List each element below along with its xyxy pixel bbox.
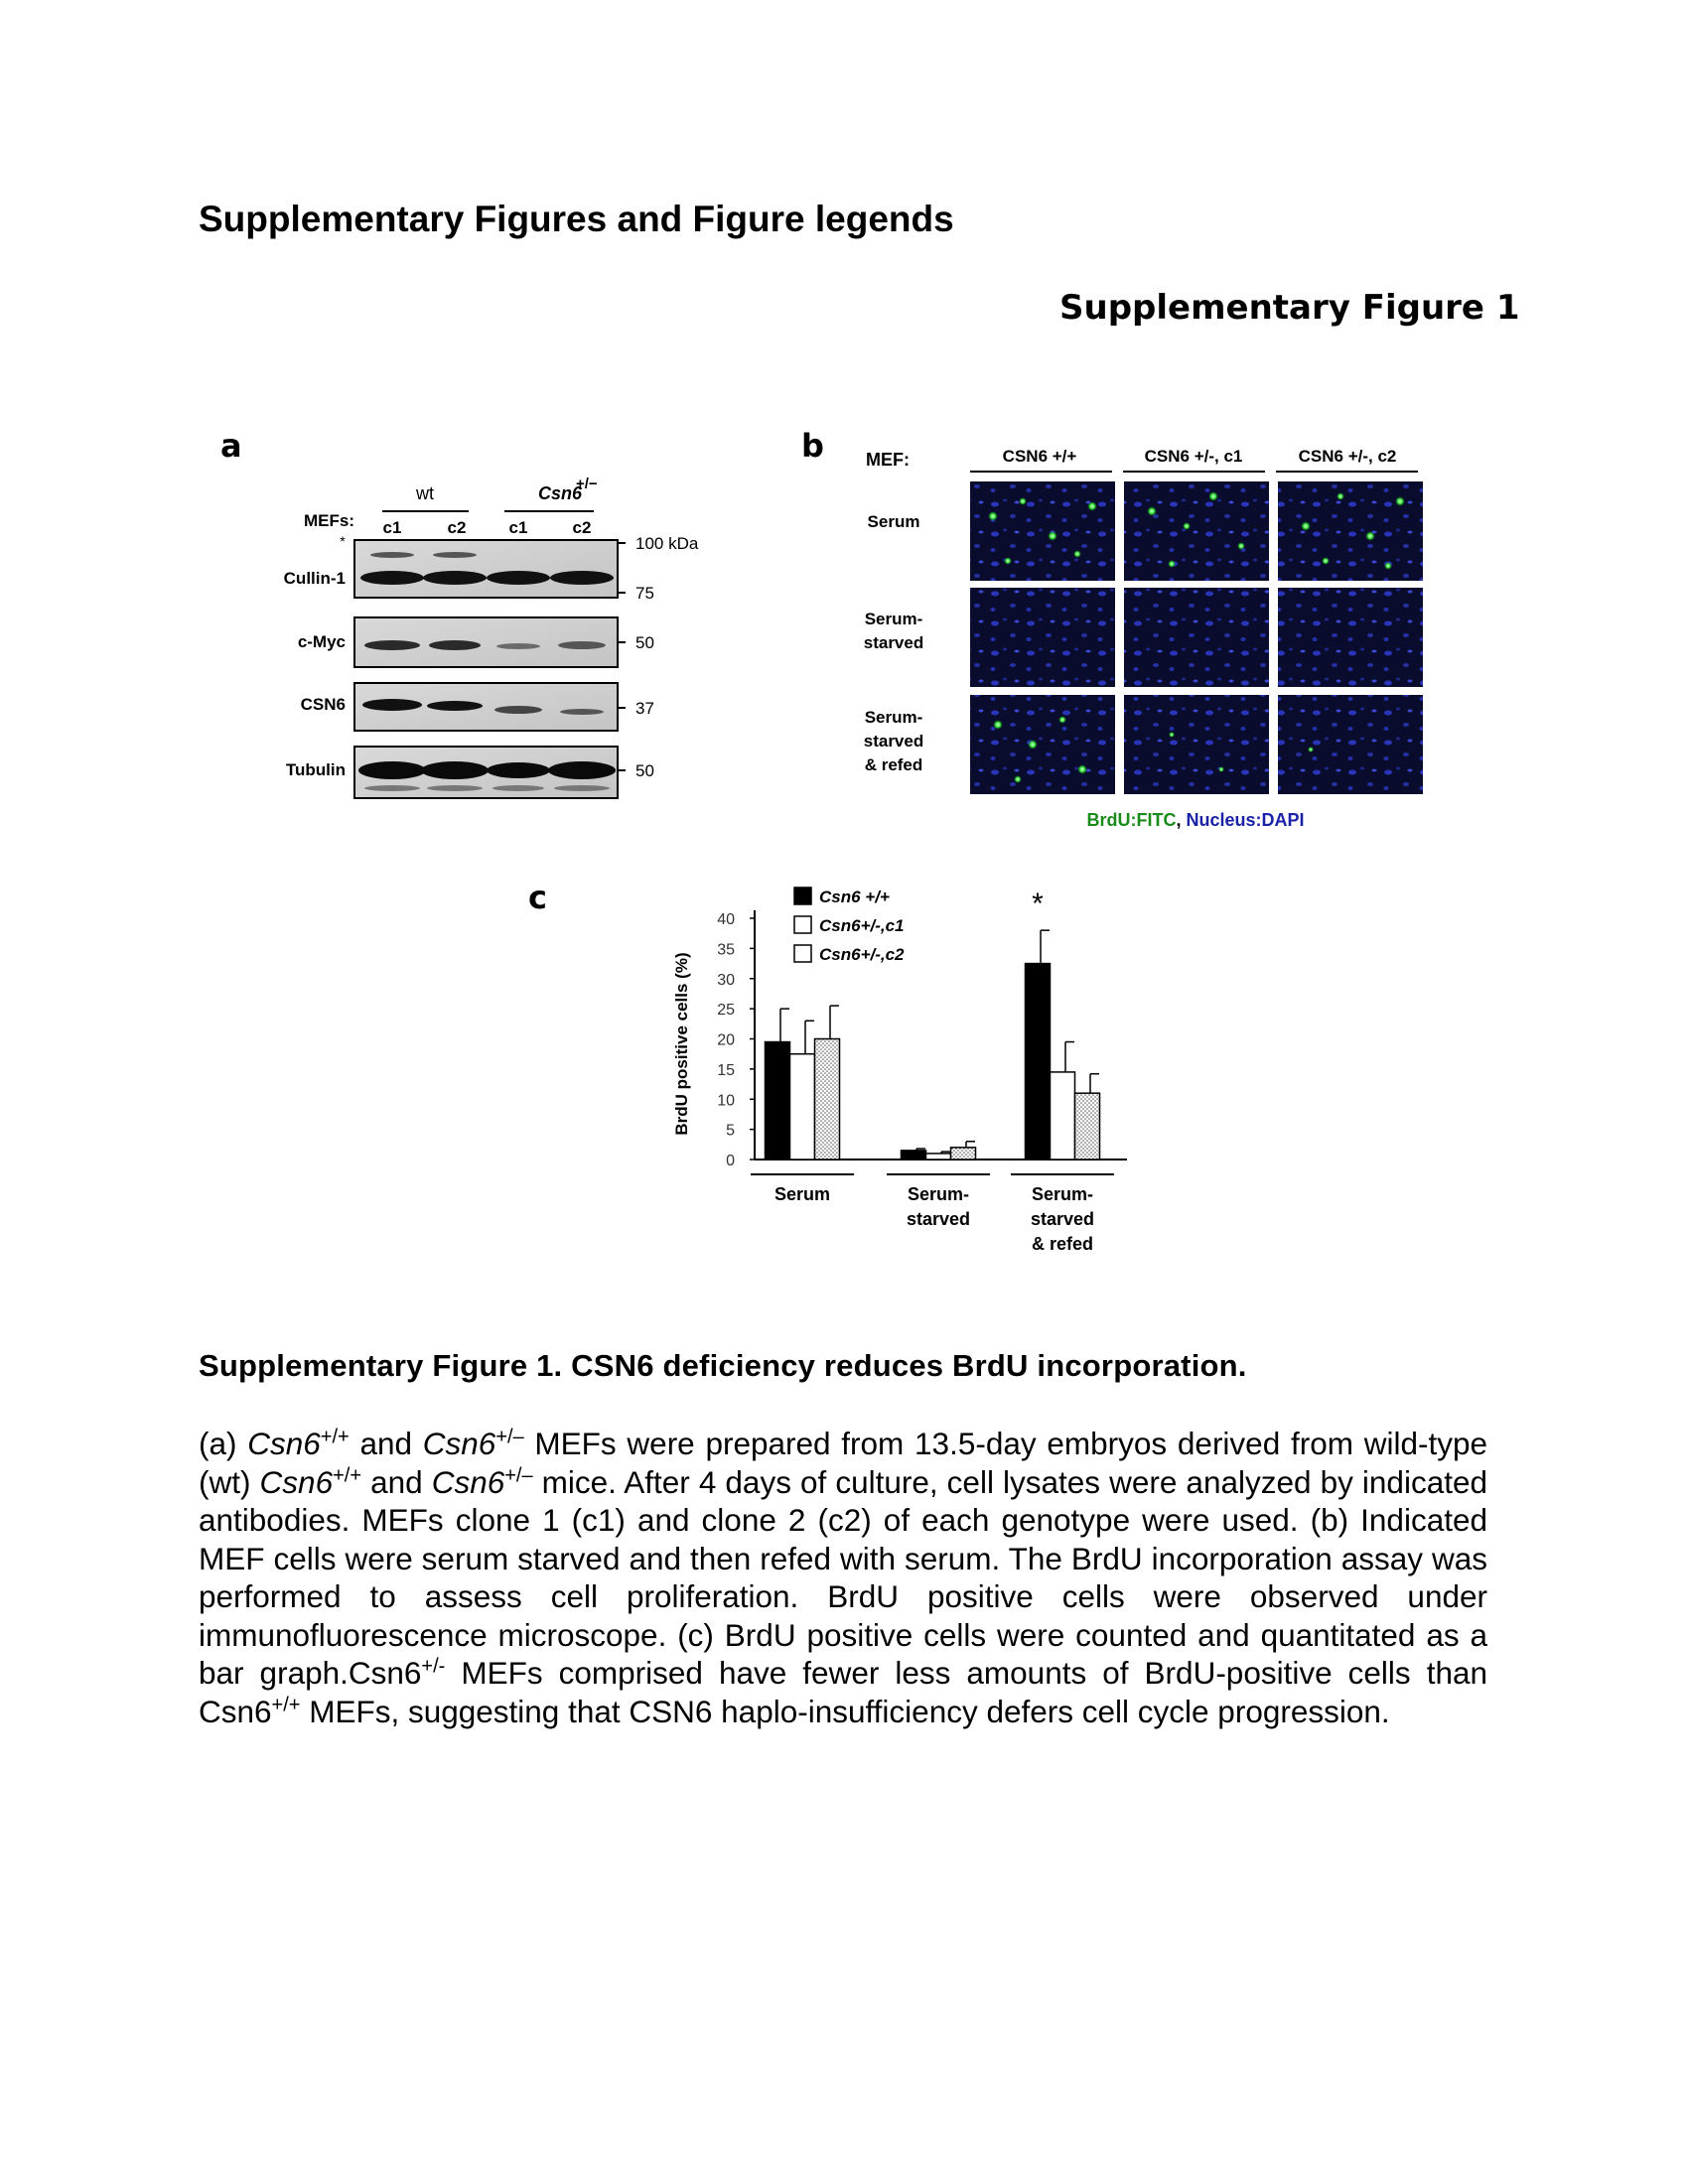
panel-c-letter: c	[528, 879, 547, 916]
legend-entry: Csn6+/-,c1	[819, 916, 905, 935]
lane-label: c2	[447, 518, 467, 537]
row-label: starved	[863, 633, 924, 652]
group-label-csn6: Csn6	[538, 483, 583, 503]
y-tick-label: 0	[726, 1153, 735, 1169]
row-label: Serum	[867, 512, 920, 531]
stain-caption	[1086, 810, 1304, 830]
mw-marker: 50	[635, 761, 654, 780]
blot-label: CSN6	[300, 695, 346, 714]
immunofluorescence-panel	[844, 437, 1440, 834]
bar	[815, 1039, 840, 1160]
x-category-label: Serum	[774, 1184, 831, 1204]
bar	[926, 1154, 951, 1160]
mw-marker: 100 kDa	[635, 534, 699, 553]
figure-label: Supplementary Figure 1	[1059, 288, 1520, 328]
x-category-label: & refed	[1031, 1234, 1094, 1254]
legend-swatch	[794, 945, 811, 962]
asterisk: *	[340, 533, 346, 549]
mef-row-header: MEF:	[866, 450, 910, 470]
significance-asterisk: *	[1032, 887, 1044, 920]
micrograph-grid	[970, 481, 1423, 794]
y-tick-label: 35	[717, 941, 735, 959]
mw-marker: 50	[635, 633, 654, 652]
mw-marker: 75	[635, 584, 654, 603]
bar	[766, 1042, 790, 1160]
row-label: starved	[863, 732, 924, 751]
blot-label: Tubulin	[285, 760, 346, 779]
brdu-fitc-label: BrdU:FITC	[1086, 810, 1177, 830]
column-header: CSN6 +/-, c1	[1144, 447, 1243, 466]
lane-label: c1	[508, 518, 528, 537]
bar	[951, 1148, 976, 1160]
dapi-label: Nucleus:DAPI	[1186, 810, 1305, 830]
legend-swatch	[794, 916, 811, 933]
row-label: & refed	[864, 755, 923, 774]
row-label: Serum-	[864, 708, 923, 727]
x-category-label: starved	[906, 1209, 971, 1229]
bar	[790, 1054, 815, 1160]
y-axis-label: BrdU positive cells (%)	[672, 952, 691, 1136]
lane-label: c1	[382, 518, 402, 537]
brdu-bar-chart	[655, 884, 1172, 1261]
group-label-sup: +/−	[576, 476, 598, 492]
column-header: CSN6 +/-, c2	[1298, 447, 1397, 466]
panel-b-letter: b	[801, 427, 824, 465]
bar	[1051, 1072, 1075, 1160]
y-tick-label: 30	[717, 971, 735, 989]
bar	[1075, 1093, 1100, 1160]
legend-swatch	[794, 887, 811, 904]
column-header: CSN6 +/+	[1002, 447, 1077, 466]
blot-label: Cullin-1	[283, 569, 346, 588]
row-label: Serum-	[864, 610, 923, 628]
x-category-label: Serum-	[1031, 1184, 1094, 1204]
figure-legend-title: Supplementary Figure 1. CSN6 deficiency reduces BrdU incorporation.	[199, 1348, 1247, 1383]
y-tick-label: 25	[717, 1002, 735, 1020]
legend-entry: Csn6 +/+	[819, 887, 890, 906]
mw-marker: 37	[635, 699, 654, 718]
page-title: Supplementary Figures and Figure legends	[199, 199, 954, 239]
x-category-label: starved	[1030, 1209, 1095, 1229]
mefs-row-label: MEFs:	[304, 511, 354, 530]
y-tick-label: 15	[717, 1061, 735, 1079]
legend-entry: Csn6+/-,c2	[819, 945, 905, 964]
bar	[1026, 964, 1051, 1160]
y-tick-label: 5	[726, 1122, 735, 1140]
group-label-wt: wt	[416, 483, 434, 503]
western-blot-panel	[248, 467, 765, 824]
blot-label: c-Myc	[297, 632, 346, 651]
lane-label: c2	[572, 518, 592, 537]
x-category-label: Serum-	[907, 1184, 970, 1204]
y-tick-label: 40	[717, 911, 735, 928]
y-tick-label: 20	[717, 1031, 735, 1049]
bar	[902, 1151, 926, 1160]
panel-a-letter: a	[220, 427, 242, 465]
y-tick-label: 10	[717, 1092, 735, 1110]
stain-separator: ,	[1176, 810, 1187, 830]
figure-legend-body: (a) Csn6+/+ and Csn6+/– MEFs were prepared from 13.5-day embryos derived from wild-type (wt) Csn6+/+ and Csn6+/– mice. After 4 days of culture, cell lysates were analyzed by indicated antibodies. MEFs clone 1 (c1) and clone 2 (c2) of each genotype were used. (b) Indicated MEF cells were serum starved and then refed with serum. The BrdU incorporation assay was performed to assess cell proliferation. BrdU positive cells were observed under immunofluorescence microscope. (c) BrdU positive cells were counted and quantitated as a bar graph.Csn6+/- MEFs comprised have fewer less amounts of BrdU-positive cells than Csn6+/+ MEFs, suggesting that CSN6 haplo-insufficiency defers cell cycle progression.	[199, 1426, 1488, 1729]
